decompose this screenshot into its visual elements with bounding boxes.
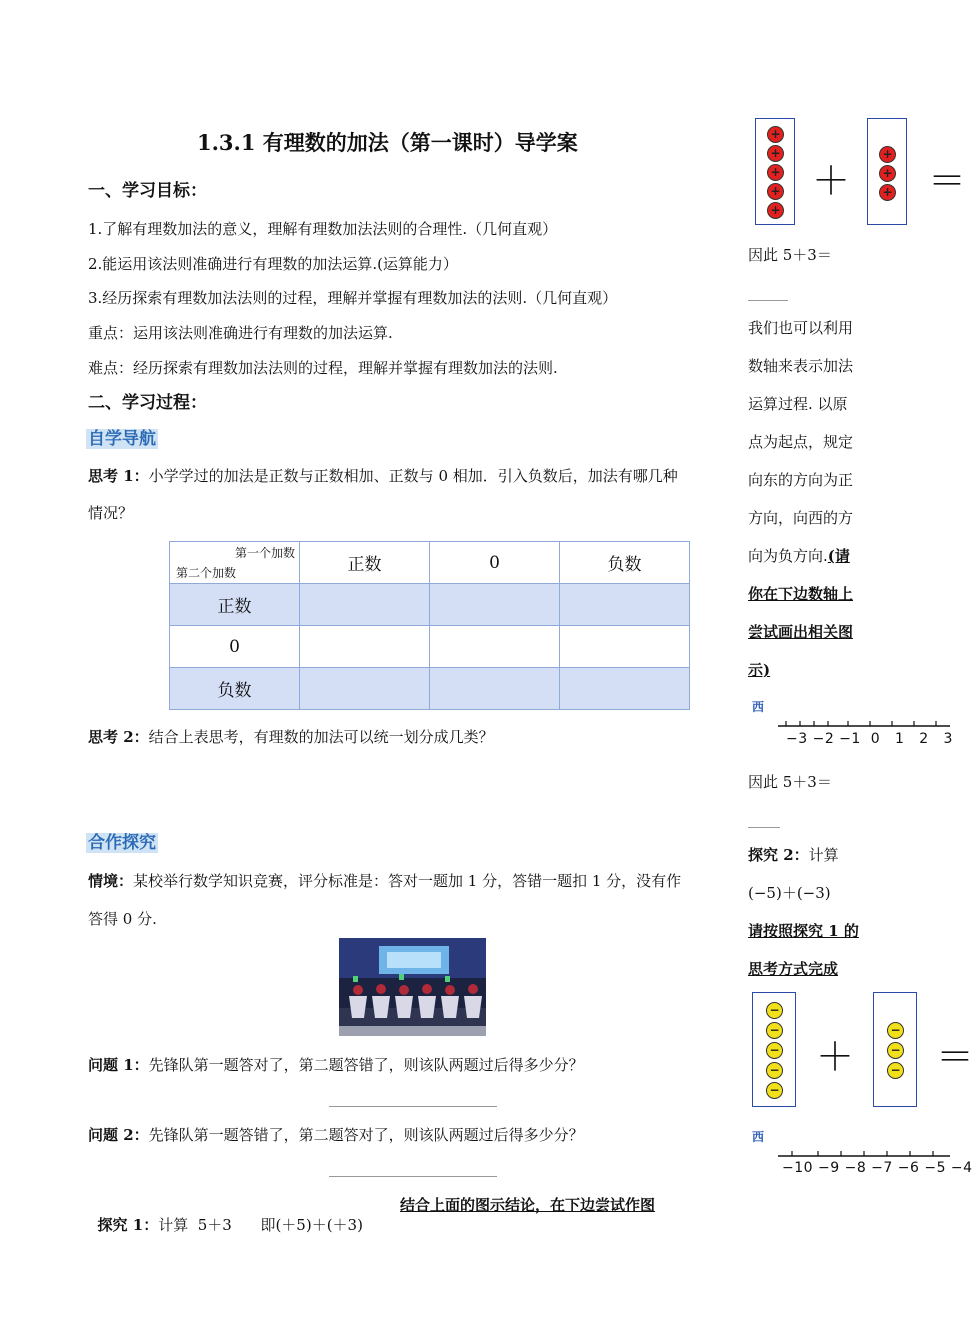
right-para-last — [748, 546, 850, 566]
positive-chip-icon: + — [879, 146, 896, 163]
right-para-line: 向东的方向为正 — [748, 471, 854, 489]
equals-sign-icon: ＝ — [928, 159, 967, 203]
right-instruction-line: 示) — [748, 661, 771, 679]
goal-3: 3.经历探索有理数加法法则的过程，理解并掌握有理数加法的法则.（几何直观） — [88, 289, 618, 307]
therefore-1: 因此 5＋3＝ — [748, 246, 832, 264]
key-point: 重点：运用该法则准确进行有理数的加法运算. — [88, 324, 393, 342]
table-cell[interactable] — [430, 626, 560, 668]
right-para-line: 我们也可以利用 — [748, 319, 854, 337]
west-label: 西 — [752, 700, 765, 714]
goal-1: 1.了解有理数加法的意义，理解有理数加法法则的合理性.（几何直观） — [88, 220, 558, 238]
think1-text2: 情况？ — [88, 504, 134, 522]
explore1-line — [88, 1195, 363, 1235]
table-corner — [170, 542, 300, 584]
right-para-line: 方向，向西的方 — [748, 509, 854, 527]
question1-text: 先锋队第一题答对了，第二题答错了，则该队两题过后得多少分？ — [148, 1056, 584, 1074]
explore2-text: 计算 — [808, 846, 839, 864]
negative-chip-icon: − — [887, 1042, 904, 1059]
explore1-note: 结合上面的图示结论，在下边尝试作图 — [400, 1196, 656, 1214]
right-para-line: 向为负方向. — [748, 547, 828, 565]
positive-chip-icon: + — [767, 183, 784, 200]
negative-chip-icon: − — [766, 1042, 783, 1059]
corner-bottom-label: 第二个加数 — [176, 566, 237, 580]
equals-sign-icon: ＝ — [936, 1035, 974, 1079]
self-study-label: 自学导航 — [88, 429, 156, 449]
question2-text: 先锋队第一题答错了，第二题答对了，则该队两题过后得多少分？ — [148, 1126, 584, 1144]
table-cell[interactable] — [560, 668, 690, 710]
right-para-line: 数轴来表示加法 — [748, 357, 854, 375]
explore2-expr: (−5)＋(−3) — [748, 884, 831, 902]
negative-chip-icon: − — [766, 1082, 783, 1099]
table-cell[interactable] — [300, 668, 430, 710]
page-title: 1.3.1 有理数的加法（第一课时）导学案 — [197, 130, 578, 155]
positive-chip-icon: + — [879, 184, 896, 201]
table-cell[interactable] — [560, 584, 690, 626]
explore2-instruction: 请按照探究 1 的 — [748, 922, 859, 940]
plus-sign-icon: ＋ — [812, 159, 851, 203]
situation-line1 — [88, 871, 681, 891]
positive-chip-icon: + — [767, 164, 784, 181]
negative-chip-icon: − — [887, 1022, 904, 1039]
table-cell[interactable] — [560, 626, 690, 668]
positive-chip-icon: + — [767, 145, 784, 162]
think1-text1: 小学学过的加法是正数与正数相加、正数与 0 相加．引入负数后，加法有哪几种 — [148, 467, 678, 485]
negative-chip-icon: − — [887, 1062, 904, 1079]
therefore-2: 因此 5＋3＝ — [748, 773, 832, 791]
row-header-zero: 0 — [170, 626, 300, 668]
table-cell[interactable] — [430, 584, 560, 626]
table-cell[interactable] — [430, 668, 560, 710]
question1-label: 问题 1： — [88, 1056, 149, 1074]
think2-label: 思考 2： — [88, 728, 149, 746]
negative-chip-icon: − — [766, 1022, 783, 1039]
positive-chip-icon: + — [879, 165, 896, 182]
explore2-label: 探究 2： — [748, 846, 809, 864]
right-instruction-line: 尝试画出相关图 — [748, 623, 854, 641]
question2-label: 问题 2： — [88, 1126, 149, 1144]
think1-label: 思考 1： — [88, 467, 149, 485]
number-line-1-ticks: −3 −2 −1 0 1 2 3 — [786, 731, 953, 747]
answer-line-4[interactable] — [748, 827, 780, 828]
think2-line — [88, 727, 494, 747]
explore1-label: 探究 1： — [97, 1216, 159, 1234]
right-para-line: 运算过程. 以原 — [748, 395, 848, 413]
positive-chip-icon: + — [767, 202, 784, 219]
explore2-instruction: 思考方式完成 — [748, 960, 839, 978]
west-label: 西 — [752, 1130, 765, 1144]
question2-line — [88, 1125, 584, 1145]
question1-line — [88, 1055, 584, 1075]
table-cell[interactable] — [300, 584, 430, 626]
negative-chip-icon: − — [766, 1002, 783, 1019]
row-header-negative: 负数 — [170, 668, 300, 710]
col-header-negative: 负数 — [560, 542, 690, 584]
explore2-line — [748, 845, 839, 865]
right-para-line: 点为起点，规定 — [748, 433, 854, 451]
table-cell[interactable] — [300, 626, 430, 668]
negative-chip-icon: − — [766, 1062, 783, 1079]
addition-cases-table — [169, 541, 690, 710]
difficult-point: 难点：经历探索有理数加法法则的过程，理解并掌握有理数加法的法则. — [88, 359, 558, 377]
goal-2: 2.能运用该法则准确进行有理数的加法运算.(运算能力） — [88, 255, 458, 273]
plus-sign-icon: ＋ — [816, 1035, 855, 1079]
col-header-positive: 正数 — [300, 542, 430, 584]
section-heading-process: 二、学习过程： — [88, 393, 207, 413]
corner-top-label: 第一个加数 — [234, 546, 295, 560]
think2-text: 结合上表思考，有理数的加法可以统一划分成几类？ — [148, 728, 494, 746]
contest-photo — [339, 938, 486, 1036]
explore1-text: 计算 5＋3 即(＋5)＋(＋3) — [158, 1216, 363, 1234]
number-line-2-ticks: −10 −9 −8 −7 −6 −5 −4 — [782, 1160, 973, 1176]
answer-line-2[interactable] — [329, 1176, 497, 1177]
situation-text2: 答得 0 分. — [88, 910, 157, 928]
cooperation-label: 合作探究 — [88, 833, 156, 853]
row-header-positive: 正数 — [170, 584, 300, 626]
situation-label: 情境： — [88, 872, 134, 890]
answer-line-3[interactable] — [748, 300, 788, 301]
right-instruction-line: 你在下边数轴上 — [748, 585, 854, 603]
think1-line1 — [88, 466, 678, 486]
situation-text1: 某校举行数学知识竞赛，评分标准是：答对一题加 1 分，答错一题扣 1 分，没有作 — [133, 872, 682, 890]
right-para-tail: (请 — [827, 547, 850, 565]
section-heading-goals: 一、学习目标： — [88, 181, 207, 201]
positive-chip-icon: + — [767, 126, 784, 143]
col-header-zero: 0 — [430, 542, 560, 584]
answer-line-1[interactable] — [329, 1106, 497, 1107]
